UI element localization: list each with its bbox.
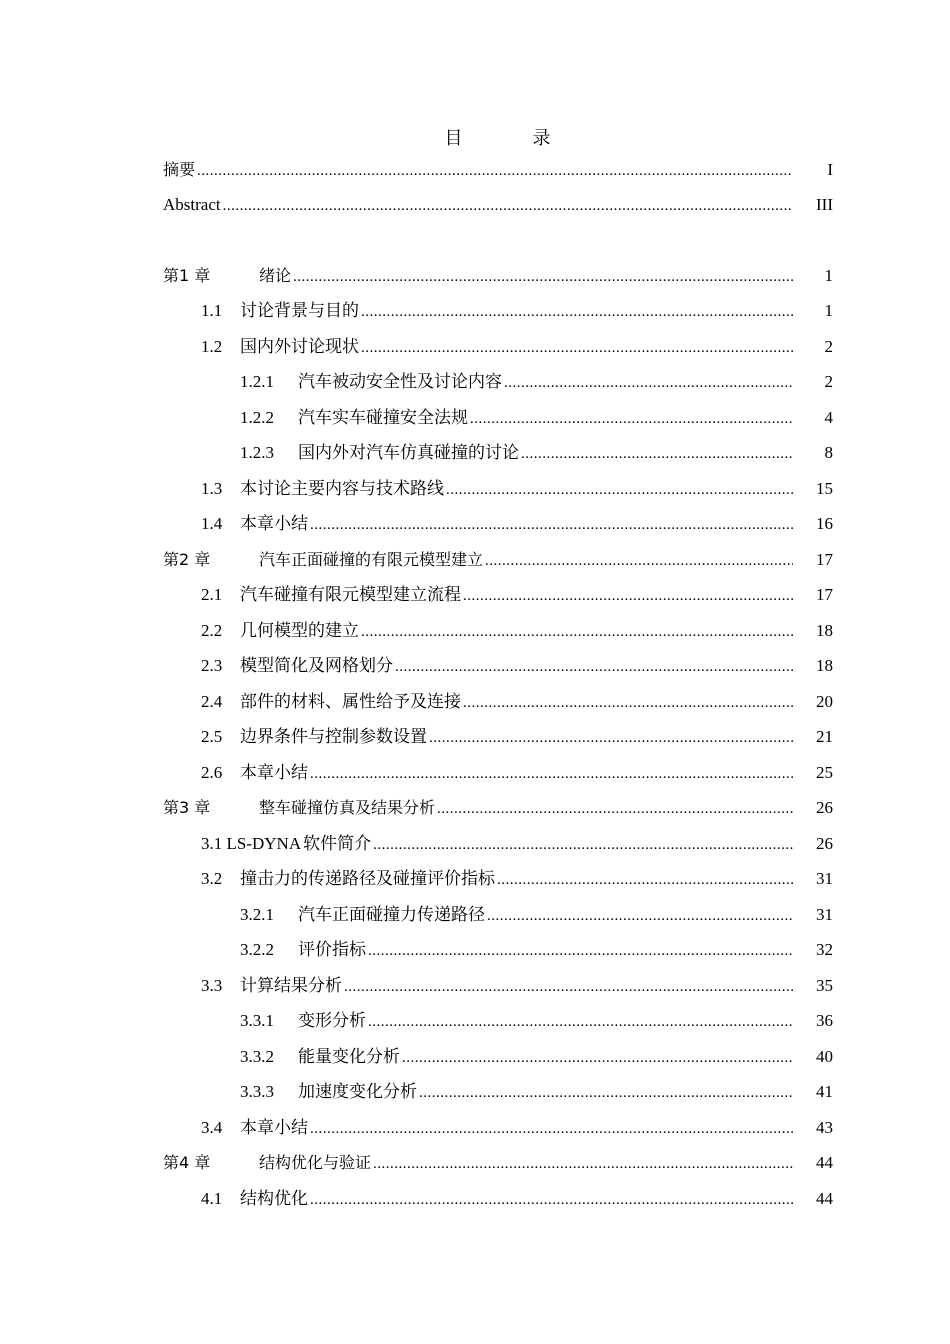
toc-entry-page: 36 bbox=[816, 1011, 833, 1030]
toc-entry[interactable] bbox=[240, 401, 833, 435]
toc-entry[interactable] bbox=[240, 365, 833, 399]
toc-entry[interactable] bbox=[240, 1004, 833, 1038]
toc-entry-number: 1.4 bbox=[201, 514, 223, 533]
toc-entry-page: 17 bbox=[816, 550, 833, 569]
toc-entry-page: 15 bbox=[816, 479, 833, 498]
toc-entry[interactable] bbox=[240, 933, 833, 967]
toc-entry-label: 结构优化与验证 bbox=[259, 1153, 372, 1172]
toc-entry-number: 2.3 bbox=[201, 656, 223, 675]
toc-entry[interactable] bbox=[240, 898, 833, 932]
toc-entry-number: 1.2 bbox=[201, 337, 223, 356]
toc-entry-label: 汽车正面碰撞的有限元模型建立 bbox=[259, 550, 484, 569]
toc-dot-leader bbox=[402, 1041, 793, 1074]
toc-entry-number: 3.1 LS-DYNA bbox=[201, 834, 302, 853]
toc-dot-leader bbox=[463, 579, 793, 612]
toc-entry[interactable] bbox=[201, 578, 833, 612]
toc-entry-number: 1.3 bbox=[201, 479, 223, 498]
toc-entry-page: 43 bbox=[816, 1118, 833, 1137]
toc-entry-number: 3.3.1 bbox=[240, 1011, 274, 1030]
toc-entry-label: 软件简介 bbox=[303, 834, 372, 853]
toc-dot-leader bbox=[368, 1005, 793, 1038]
toc-entry-label: 部件的材料、属性给予及连接 bbox=[240, 692, 461, 711]
toc-entry-label: 讨论背景与目的 bbox=[240, 301, 359, 320]
toc-entry-number: 第2 章 bbox=[163, 550, 211, 569]
toc-entry-page: 8 bbox=[824, 443, 833, 462]
toc-entry-page: 16 bbox=[816, 514, 833, 533]
toc-entry-page: 18 bbox=[816, 621, 833, 640]
toc-entry-number: 3.3 bbox=[201, 976, 223, 995]
toc-entry-number: 1.2.3 bbox=[240, 443, 274, 462]
toc-entry-number: 2.2 bbox=[201, 621, 223, 640]
toc-entry-page: 17 bbox=[816, 585, 833, 604]
toc-dot-leader bbox=[429, 721, 793, 754]
toc-dot-leader bbox=[368, 934, 793, 967]
toc-entry-page: 2 bbox=[824, 337, 833, 356]
toc-title bbox=[0, 124, 950, 150]
toc-entry-number: 4.1 bbox=[201, 1189, 223, 1208]
toc-entry[interactable] bbox=[201, 756, 833, 790]
toc-entry-number: 2.1 bbox=[201, 585, 223, 604]
toc-entry-label: 几何模型的建立 bbox=[240, 621, 359, 640]
toc-entry[interactable] bbox=[201, 472, 833, 506]
toc-entry-label: 变形分析 bbox=[298, 1011, 366, 1030]
toc-entry-label: 评价指标 bbox=[298, 940, 366, 959]
toc-entry-label: 撞击力的传递路径及碰撞评价指标 bbox=[240, 869, 495, 888]
toc-dot-leader bbox=[361, 295, 793, 328]
toc-entry-page: 40 bbox=[816, 1047, 833, 1066]
toc-entry-page: 26 bbox=[816, 834, 833, 853]
toc-entry-page: 44 bbox=[816, 1153, 833, 1172]
toc-entry[interactable] bbox=[163, 543, 833, 577]
toc-entry-page: 18 bbox=[816, 656, 833, 675]
toc-entry[interactable] bbox=[163, 1146, 833, 1180]
toc-entry[interactable] bbox=[201, 330, 833, 364]
toc-entry-number: 3.4 bbox=[201, 1118, 223, 1137]
toc-entry-page: 21 bbox=[816, 727, 833, 746]
toc-entry-label: 边界条件与控制参数设置 bbox=[240, 727, 427, 746]
toc-dot-leader bbox=[344, 970, 793, 1003]
toc-entry[interactable] bbox=[201, 1182, 833, 1216]
toc-entry-number: 第1 章 bbox=[163, 266, 211, 285]
toc-entry-number: 3.2 bbox=[201, 869, 223, 888]
toc-entry-label: 国内外对汽车仿真碰撞的讨论 bbox=[298, 443, 519, 462]
toc-entry-page: I bbox=[827, 160, 833, 179]
toc-entry-label: 结构优化 bbox=[240, 1189, 308, 1208]
toc-dot-leader bbox=[373, 1147, 793, 1180]
toc-entry-number: 3.2.1 bbox=[240, 905, 274, 924]
toc-dot-leader bbox=[197, 154, 793, 187]
toc-dot-leader bbox=[310, 1183, 793, 1216]
toc-entry-number: 1.1 bbox=[201, 301, 223, 320]
toc-entry-page: 1 bbox=[824, 301, 833, 320]
toc-entry-label: 摘要 bbox=[163, 160, 196, 179]
toc-entry-label: 汽车实车碰撞安全法规 bbox=[298, 408, 468, 427]
toc-entry[interactable] bbox=[240, 1040, 833, 1074]
toc-dot-leader bbox=[463, 686, 793, 719]
toc-entry[interactable] bbox=[201, 827, 833, 861]
toc-title-right: 录 bbox=[532, 128, 551, 149]
toc-dot-leader bbox=[310, 1112, 793, 1145]
toc-entry-number: 第3 章 bbox=[163, 798, 211, 817]
toc-dot-leader bbox=[485, 544, 793, 577]
toc-entry-label: 绪论 bbox=[259, 266, 292, 285]
toc-entry-label: 本讨论主要内容与技术路线 bbox=[240, 479, 444, 498]
toc-entry-number: 第4 章 bbox=[163, 1153, 211, 1172]
toc-entry-label: 汽车被动安全性及讨论内容 bbox=[298, 372, 502, 391]
toc-dot-leader bbox=[497, 863, 793, 896]
toc-dot-leader bbox=[437, 792, 793, 825]
toc-dot-leader bbox=[504, 366, 793, 399]
toc-entry-page: 2 bbox=[824, 372, 833, 391]
toc-entry[interactable] bbox=[201, 969, 833, 1003]
toc-entry[interactable] bbox=[163, 188, 833, 222]
toc-entry-number: 3.2.2 bbox=[240, 940, 274, 959]
toc-dot-leader bbox=[395, 650, 793, 683]
toc-entry[interactable] bbox=[240, 436, 833, 470]
toc-entry[interactable] bbox=[163, 791, 833, 825]
toc-entry-page: 32 bbox=[816, 940, 833, 959]
toc-entry-number: 2.6 bbox=[201, 763, 223, 782]
toc-entry-label: 本章小结 bbox=[240, 514, 308, 533]
toc-entry-page: III bbox=[816, 195, 833, 214]
toc-entry-label: 本章小结 bbox=[240, 763, 308, 782]
toc-entry[interactable] bbox=[163, 259, 833, 293]
toc-entry-page: 31 bbox=[816, 905, 833, 924]
toc-entry-label: 本章小结 bbox=[240, 1118, 308, 1137]
toc-entry-label: 模型简化及网格划分 bbox=[240, 656, 393, 675]
toc-entry[interactable] bbox=[201, 294, 833, 328]
toc-dot-leader bbox=[419, 1076, 793, 1109]
toc-entry[interactable] bbox=[201, 1111, 833, 1145]
toc-entry[interactable] bbox=[201, 685, 833, 719]
toc-entry-label: 汽车正面碰撞力传递路径 bbox=[298, 905, 485, 924]
toc-entry[interactable] bbox=[240, 1075, 833, 1109]
toc-entry[interactable] bbox=[201, 649, 833, 683]
toc-entry[interactable] bbox=[163, 153, 833, 187]
toc-entry-number: 1.2.1 bbox=[240, 372, 274, 391]
toc-entry[interactable] bbox=[201, 862, 833, 896]
toc-entry-label: 国内外讨论现状 bbox=[240, 337, 359, 356]
toc-dot-leader bbox=[487, 899, 793, 932]
toc-entry-number: 2.5 bbox=[201, 727, 223, 746]
toc-dot-leader bbox=[521, 437, 793, 470]
toc-entry-page: 35 bbox=[816, 976, 833, 995]
toc-entry-label: 汽车碰撞有限元模型建立流程 bbox=[240, 585, 461, 604]
toc-entry-label: 加速度变化分析 bbox=[298, 1082, 417, 1101]
toc-entry[interactable] bbox=[201, 614, 833, 648]
toc-entry-label: 整车碰撞仿真及结果分析 bbox=[259, 798, 436, 817]
toc-entry-page: 20 bbox=[816, 692, 833, 711]
toc-dot-leader bbox=[310, 757, 793, 790]
toc-dot-leader bbox=[446, 473, 793, 506]
toc-entry[interactable] bbox=[201, 507, 833, 541]
toc-entry-number: 1.2.2 bbox=[240, 408, 274, 427]
toc-entry-page: 31 bbox=[816, 869, 833, 888]
toc-entry[interactable] bbox=[201, 720, 833, 754]
toc-dot-leader bbox=[361, 331, 793, 364]
toc-dot-leader bbox=[293, 260, 793, 293]
toc-dot-leader bbox=[373, 828, 793, 861]
toc-entry-page: 26 bbox=[816, 798, 833, 817]
toc-entry-page: 4 bbox=[824, 408, 833, 427]
toc-entry-page: 44 bbox=[816, 1189, 833, 1208]
toc-entry-page: 25 bbox=[816, 763, 833, 782]
toc-entry-label: Abstract bbox=[163, 195, 221, 214]
toc-dot-leader bbox=[223, 189, 793, 222]
toc-entry-label: 计算结果分析 bbox=[240, 976, 342, 995]
toc-dot-leader bbox=[470, 402, 793, 435]
toc-entry-number: 3.3.3 bbox=[240, 1082, 274, 1101]
toc-dot-leader bbox=[361, 615, 793, 648]
toc-entry-number: 2.4 bbox=[201, 692, 223, 711]
toc-dot-leader bbox=[310, 508, 793, 541]
toc-entry-page: 41 bbox=[816, 1082, 833, 1101]
toc-entry-page: 1 bbox=[824, 266, 833, 285]
toc-entry-label: 能量变化分析 bbox=[298, 1047, 400, 1066]
toc-title-left: 目 bbox=[444, 128, 463, 149]
toc-entry-number: 3.3.2 bbox=[240, 1047, 274, 1066]
